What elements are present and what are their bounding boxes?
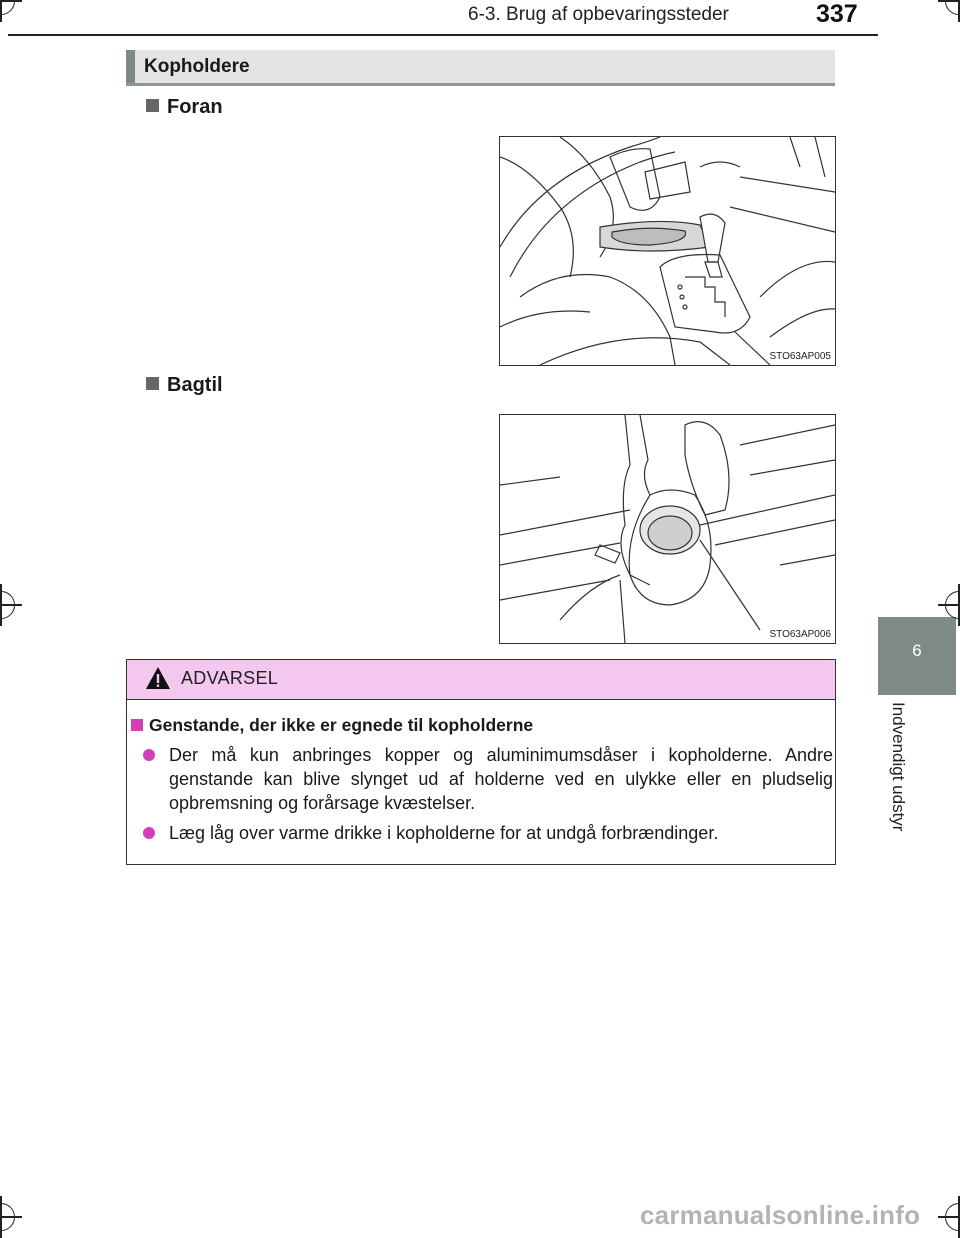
section-title: Kopholdere: [144, 56, 250, 77]
page-number: 337: [816, 0, 858, 28]
registration-mark: [945, 0, 960, 15]
chapter-label: Indvendigt udstyr: [889, 702, 908, 832]
registration-mark: [945, 591, 960, 619]
rear-console-illustration: [500, 415, 835, 643]
warning-triangle-icon: [145, 666, 171, 690]
warning-bullet-text: Læg låg over varme drikke i kopholderne for at undgå forbrændinger.: [169, 823, 719, 843]
warning-box: [126, 659, 836, 865]
section-bar: [126, 50, 835, 86]
subsection-heading-front: [146, 96, 223, 119]
front-console-illustration: [500, 137, 835, 365]
round-bullet-icon: [143, 827, 155, 839]
running-header-section: 6-3. Brug af opbevaringssteder: [468, 4, 729, 25]
figure-rear-cupholder: [499, 414, 836, 644]
header-rule: [8, 34, 878, 36]
warning-title: ADVARSEL: [181, 668, 279, 688]
warning-heading-text: Genstande, der ikke er egnede til kopholderne: [149, 715, 534, 735]
warning-heading: [131, 715, 533, 736]
subsection-title: Bagtil: [167, 374, 223, 396]
registration-mark: [945, 1203, 960, 1231]
square-bullet-icon: [131, 719, 143, 731]
square-bullet-icon: [146, 377, 159, 390]
warning-bullet-text: Der må kun anbringes kopper og aluminimumsdåser i kopholderne. Andre genstande kan blive slynget ud af holderne ved en ulykke eller en pludselig opbremsning og forårsage kvæstelser.: [169, 745, 833, 813]
registration-mark: [0, 591, 15, 619]
subsection-title: Foran: [167, 96, 223, 118]
registration-mark: [0, 1203, 15, 1231]
figure-code: STO63AP005: [769, 351, 831, 362]
chapter-tab: [878, 617, 956, 695]
subsection-heading-rear: [146, 374, 223, 397]
figure-front-cupholder: [499, 136, 836, 366]
warning-header: [127, 660, 835, 700]
figure-code: STO63AP006: [769, 629, 831, 640]
section-marker: [126, 50, 135, 83]
warning-bullet: [143, 743, 833, 815]
chapter-number: 6: [912, 641, 922, 660]
registration-mark: [0, 0, 15, 15]
round-bullet-icon: [143, 749, 155, 761]
footer-watermark[interactable]: carmanualsonline.info: [640, 1200, 921, 1230]
warning-bullet: [143, 821, 833, 845]
square-bullet-icon: [146, 99, 159, 112]
